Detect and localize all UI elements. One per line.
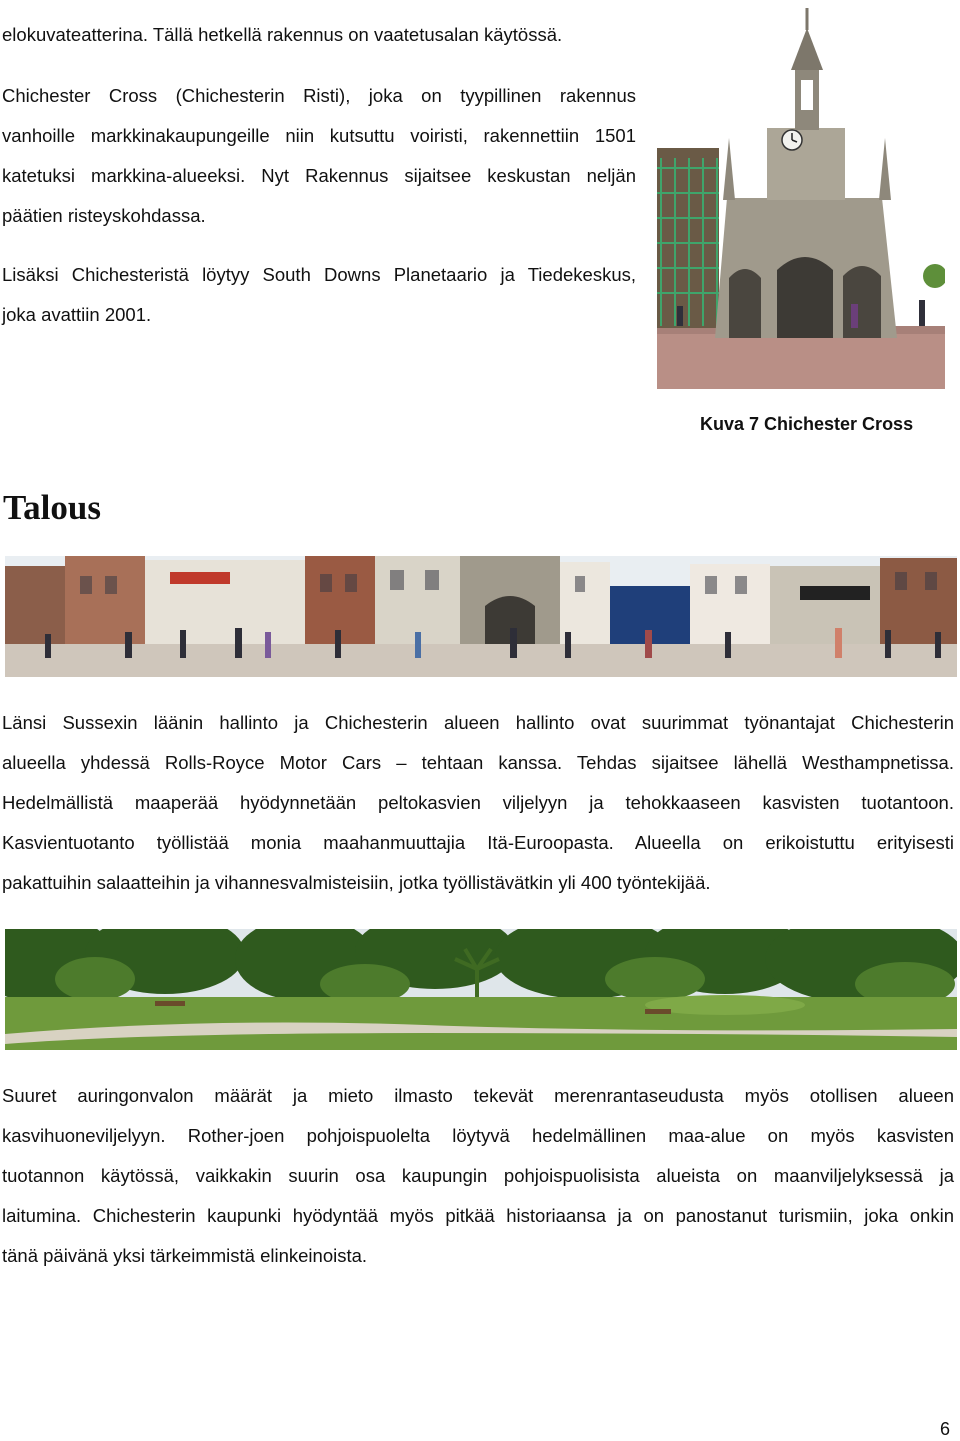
climate-paragraph (2, 1076, 954, 1276)
text-line: alueella yhdessä Rolls-Royce Motor Cars – tehtaan kanssa. Tehdas sijaitsee lähellä Westhampnetissa. (2, 752, 954, 773)
text-line: päätien risteyskohdassa. (2, 205, 206, 226)
text-line: Lisäksi Chichesteristä löytyy South Downs Planetaario ja Tiedekeskus, (2, 264, 636, 285)
text-line: elokuvateatterina. Tällä hetkellä rakennus on vaatetusalan käytössä. (2, 24, 563, 45)
text-line: joka avattiin 2001. (2, 304, 152, 325)
text-line: katetuksi markkina-alueeksi. Nyt Rakennus sijaitsee keskustan neljän (2, 165, 636, 186)
cross-paragraph (2, 76, 636, 236)
park-panorama-photo (5, 929, 957, 1050)
text-line: vanhoille markkinakaupungeille niin kutsuttu voiristi, rakennettiin 1501 (2, 125, 636, 146)
street-panorama-photo (5, 556, 957, 677)
text-line: pakattuihin salaatteihin ja vihannesvalmisteisiin, jotka työllistävätkin yli 400 työntekijää. (2, 872, 711, 893)
text-line: Länsi Sussexin läänin hallinto ja Chichesterin alueen hallinto ovat suurimmat työnantajat Chichesterin (2, 712, 954, 733)
text-line: Suuret auringonvalon määrät ja mieto ilmasto tekevät merenrantaseudusta myös otollisen alueen (2, 1085, 954, 1106)
text-line: Chichester Cross (Chichesterin Risti), joka on tyypillinen rakennus (2, 85, 636, 106)
intro-paragraph (2, 15, 642, 55)
text-line: tuotannon käytössä, vaikkakin suurin osa kaupungin pohjoispuolisista alueista on maanviljelyksessä ja (2, 1165, 954, 1186)
section-heading: Talous (3, 488, 101, 527)
page-number: 6 (940, 1419, 951, 1439)
text-line: tänä päivänä yksi tärkeimmistä elinkeinoista. (2, 1245, 368, 1266)
text-line: Hedelmällistä maaperää hyödynnetään peltokasvien viljelyyn ja tehokkaaseen kasvisten tuotantoon. (2, 792, 954, 813)
planetarium-paragraph (2, 255, 636, 335)
text-line: kasvihuoneviljelyyn. Rother-joen pohjoispuolelta löytyvä hedelmällinen maa-alue on myös kasvisten (2, 1125, 954, 1146)
figure-caption: Kuva 7 Chichester Cross (700, 414, 914, 434)
chichester-cross-photo (657, 8, 945, 389)
economy-paragraph (2, 703, 954, 903)
text-line: laitumina. Chichesterin kaupunki hyödyntää myös pitkää historiaansa ja on panostanut turismiin, joka onkin (2, 1205, 954, 1226)
text-line: Kasvientuotanto työllistää monia maahanmuuttajia Itä-Euroopasta. Alueella on erikoistuttu erityisesti (2, 832, 954, 853)
